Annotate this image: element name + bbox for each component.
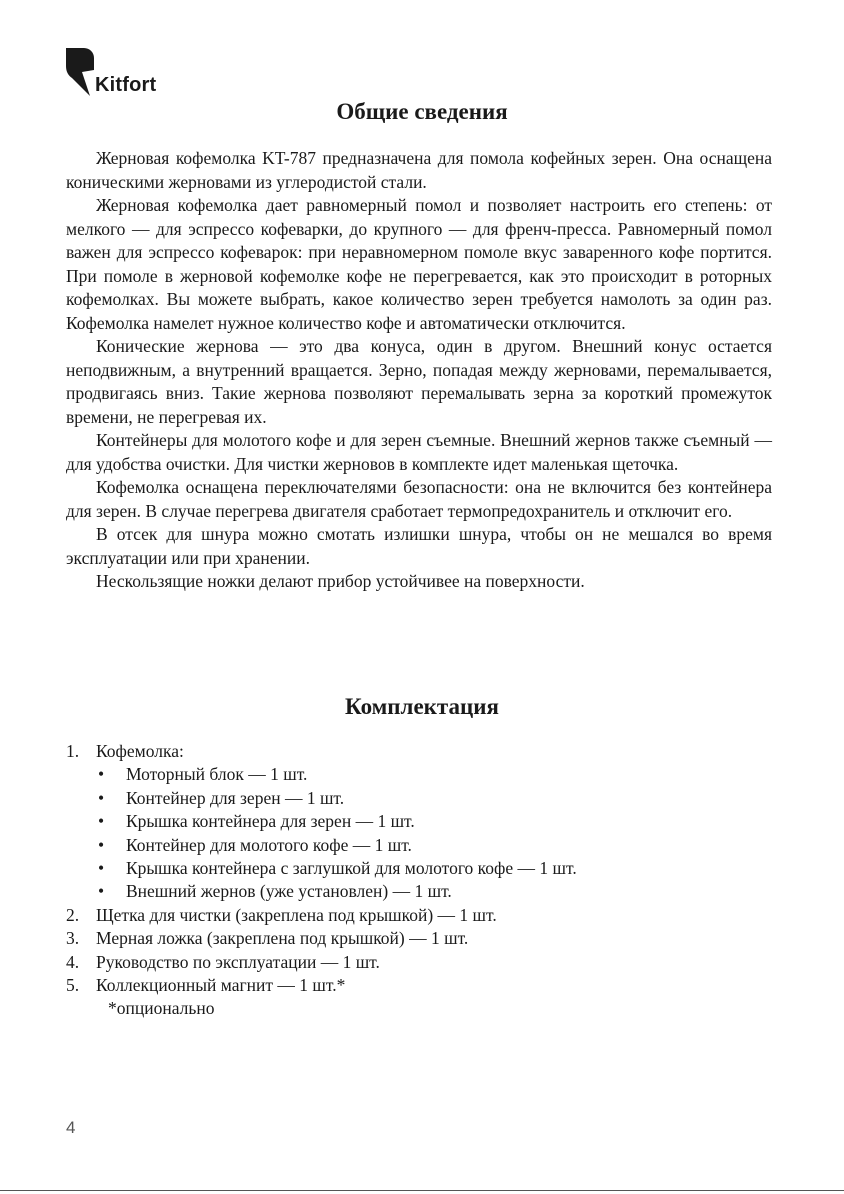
section-title-kit: Комплектация [345,694,499,719]
general-info-body [66,147,772,594]
bullet-icon: • [98,881,105,902]
sub-list-item [66,810,772,833]
paragraph: Контейнеры для молотого кофе и для зерен съемные. Внешний жернов также съемный — для удобства очистки. Для чистки жерновов в комплекте идет маленькая щеточка. [66,430,772,474]
paragraph: Кофемолка оснащена переключателями безопасности: она не включится без контейнера для зерен. В случае перегрева двигателя сработает термопредохранитель и отключит его. [66,477,772,521]
list-item [66,927,772,950]
list-item-text: Щетка для чистки (закреплена под крышкой) — 1 шт. [96,904,497,925]
sub-list-item [66,880,772,903]
bullet-icon: • [98,764,105,785]
list-item-number: 3. [66,928,80,949]
bullet-icon: • [98,811,105,832]
kitfort-logo [66,48,176,98]
list-item-number: 1. [66,741,80,761]
sub-list-item-text: Контейнер для молотого кофе — 1 шт. [126,834,412,855]
list-item [66,974,772,997]
paragraph: Жерновая кофемолка дает равномерный помол и позволяет настроить его степень: от мелкого — для эспрессо кофеварки, до крупного — для френч-пресса. Равномерный помол важен для эспрессо кофеварок: при неравномерном помоле вкус заваренного кофе портится. При помоле в жерновой кофемолке кофе не перегревается, как это происходит в роторных кофемолках. Вы можете выбрать, какое количество зерен требуется намолоть за один раз. Кофемолка намелет нужное количество кофе и автоматически отключится. [66,195,772,333]
footnote: *опционально [108,998,215,1019]
sub-list-item-text: Крышка контейнера с заглушкой для молотого кофе — 1 шт. [126,858,577,879]
list-item-text: Мерная ложка (закреплена под крышкой) — 1 шт. [96,928,469,949]
sub-list-item [66,763,772,786]
sub-list-item-text: Внешний жернов (уже установлен) — 1 шт. [126,881,452,902]
sub-list-item [66,787,772,810]
list-item-number: 5. [66,975,80,996]
sub-list-item-text: Моторный блок — 1 шт. [126,764,308,785]
list-item-number: 2. [66,904,80,925]
paragraph: Конические жернова — это два конуса, один в другом. Внешний конус остается неподвижным, а внутренний вращается. Зерно, попадая между жерновами, перемалывается, продвигаясь вниз. Такие жернова позволяют перемалывать зерна за короткий промежуток времени, не перегревая их. [66,336,772,427]
bullet-icon: • [98,834,105,855]
list-item-number: 4. [66,951,80,972]
list-item-text: Коллекционный магнит — 1 шт.* [96,975,346,996]
kit-list [66,740,772,1021]
bullet-icon: • [98,787,105,808]
paragraph: В отсек для шнура можно смотать излишки шнура, чтобы он не мешался во время эксплуатации или при хранении. [66,524,772,568]
list-item-text: Руководство по эксплуатации — 1 шт. [96,951,380,972]
sub-list-item-text: Крышка контейнера для зерен — 1 шт. [126,811,415,832]
kitfort-logo-icon [66,48,94,96]
sub-list-item [66,834,772,857]
section-title-general: Общие сведения [336,99,508,124]
footer-divider [0,1190,844,1191]
list-item [66,951,772,974]
brand-name: Kitfort [95,74,157,96]
paragraph: Жерновая кофемолка KT-787 предназначена для помола кофейных зерен. Она оснащена коническими жерновами из углеродистой стали. [66,148,772,192]
sub-list-item [66,857,772,880]
page-number: 4 [66,1118,76,1137]
list-item [66,904,772,927]
sub-list-item-text: Контейнер для зерен — 1 шт. [126,787,345,808]
list-item-text: Кофемолка: [96,741,184,761]
list-item [66,740,772,763]
paragraph: Нескользящие ножки делают прибор устойчивее на поверхности. [96,571,585,591]
bullet-icon: • [98,858,105,879]
